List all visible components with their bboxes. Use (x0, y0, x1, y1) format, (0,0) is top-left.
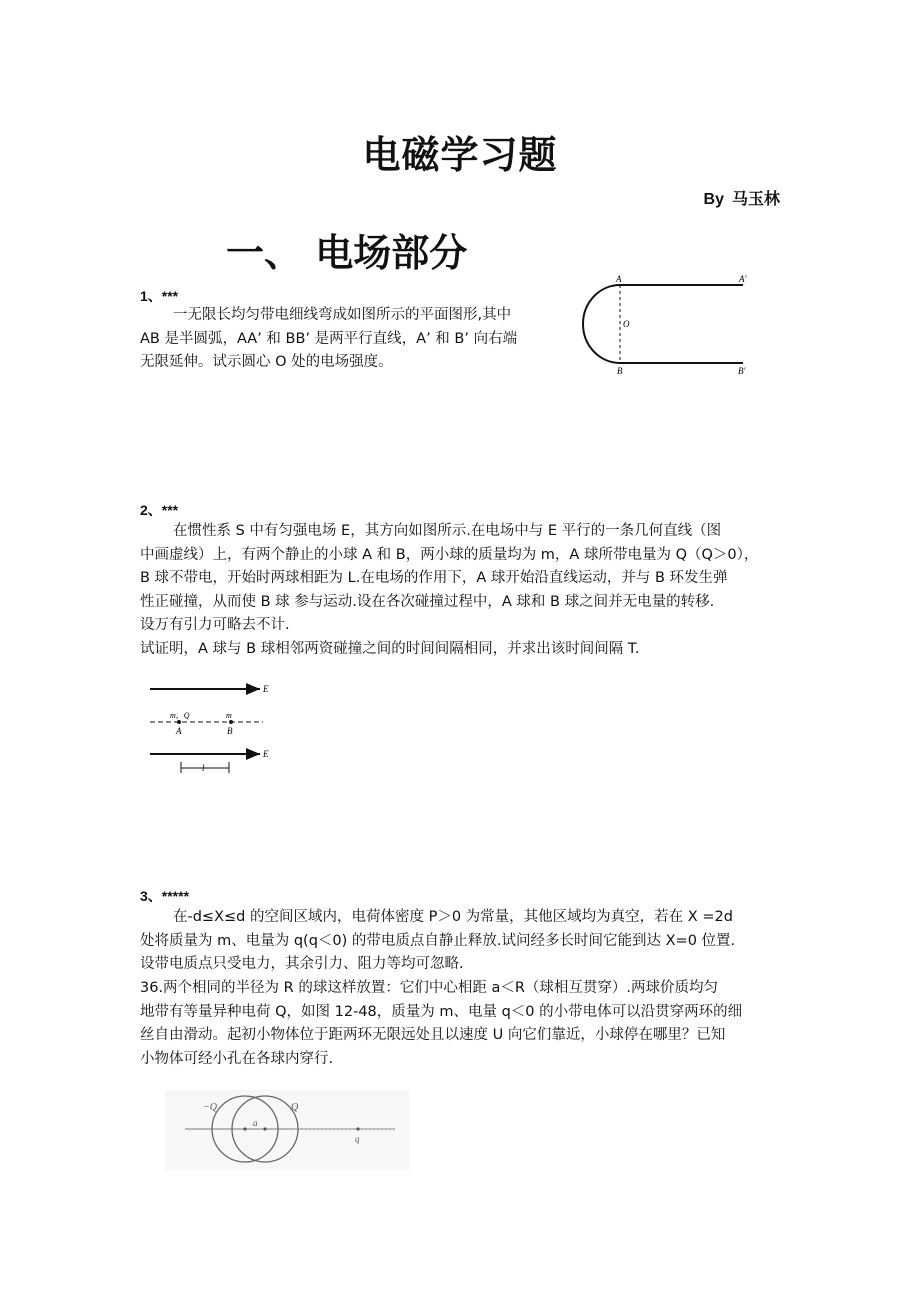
question-3-text (140, 906, 800, 977)
q36-center-right (263, 1127, 266, 1130)
page-title: 电磁学习题 (362, 133, 558, 177)
question-36-figure (165, 1090, 410, 1170)
question-2-figure (145, 678, 280, 778)
q2-label-A: A (176, 726, 182, 736)
q1-label-B: B (617, 366, 623, 376)
q36-label-a: a (253, 1118, 258, 1128)
q36-label-q: q (355, 1134, 360, 1144)
author-line (704, 186, 780, 209)
q1-label-A: A (616, 274, 622, 284)
question-1-number: 1、*** (140, 288, 179, 304)
question-2-number: 2、*** (140, 502, 179, 518)
q1-label-B-prime: B′ (738, 366, 746, 376)
author-by: By (703, 191, 724, 208)
q2-line-1: 在惯性系 S 中有匀强电场 E，其方向如图所示.在电场中与 E 平行的一条几何直线（图 (173, 523, 722, 539)
q2-label-mQ: m，Q (170, 711, 190, 720)
question-1-text (140, 304, 560, 375)
q1-line-2: AB 是半圆弧，AA’ 和 BB’ 是两平行直线，A’ 和 B’ 向右端 (140, 330, 518, 347)
q36-label-neg-Q: −Q (203, 1102, 217, 1113)
q3-line-2: 处将质量为 m、电量为 q(q＜0) 的带电质点自静止释放.试问经多长时间它能到达 X=0 位置. (140, 932, 736, 949)
q2-line-6: 试证明，A 球与 B 球相邻两资碰撞之间的时间间隔相同，并求出该时间间隔 T. (140, 640, 640, 657)
q2-ball-B (229, 720, 233, 724)
q1-line-1: 一无限长均匀带电细线弯成如图所示的平面图形,其中 (173, 307, 512, 323)
q2-ball-A (177, 720, 181, 724)
q3-line-1: 在-d≤X≤d 的空间区域内，电荷体密度 P＞0 为常量，其他区域均为真空，若在 X =2d (173, 909, 733, 925)
q36-line-4: 小物体可经小孔在各球内穿行. (140, 1050, 334, 1067)
q1-label-O: O (623, 319, 630, 329)
author-name: 马玉林 (731, 189, 780, 208)
q1-line-3: 无限延伸。试示圆心 O 处的电场强度。 (140, 354, 393, 370)
q3-line-3: 设带电质点只受电力，其余引力、阻力等均可忽略. (140, 956, 464, 972)
q36-center-left (243, 1127, 246, 1130)
question-3-number: 3、***** (140, 888, 190, 904)
q2-label-E-bottom: E (263, 749, 269, 759)
q36-label-pos-Q: Q (291, 1102, 299, 1113)
q2-label-B: B (227, 726, 233, 736)
q2-label-m: m (226, 711, 232, 720)
q2-label-l: l (202, 763, 205, 773)
q2-line-4: 性正碰撞，从而使 B 球 参与运动.设在各次碰撞过程中，A 球和 B 球之间并无电量的转移. (140, 593, 715, 610)
q36-line-1: 36.两个相同的半径为 R 的球这样放置：它们中心相距 a＜R（球相互贯穿）.两球价质均匀 (140, 980, 719, 996)
q36-charge-q (356, 1127, 359, 1130)
q2-line-3: B 球不带电，开始时两球相距为 L.在电场的作用下，A 球开始沿直线运动，并与 B 环发生弹 (140, 570, 728, 586)
question-2-text (140, 520, 790, 661)
q36-line-3: 丝自由滑动。起初小物体位于距两环无限远处且以速度 U 向它们靠近，小球停在哪里？已知 (140, 1027, 726, 1043)
q2-line-2: 中画虚线）上，有两个静止的小球 A 和 B，两小球的质量均为 m，A 球所带电量为 Q（Q＞0）， (140, 546, 759, 563)
question-1-figure (575, 270, 775, 380)
q1-label-A-prime: A′ (739, 274, 747, 284)
question-36-text (140, 977, 800, 1071)
q2-label-E-top: E (263, 684, 269, 694)
q36-line-2: 地带有等量异种电荷 Q，如图 12-48，质量为 m、电量 q＜0 的小带电体可以沿贯穿两环的细 (140, 1003, 743, 1020)
q36-figure-background (165, 1090, 410, 1170)
q2-line-5: 设万有引力可略去不计. (140, 617, 290, 633)
q1-semicircle-arc (583, 285, 620, 363)
section-heading: 一、 电场部分 (226, 231, 468, 275)
